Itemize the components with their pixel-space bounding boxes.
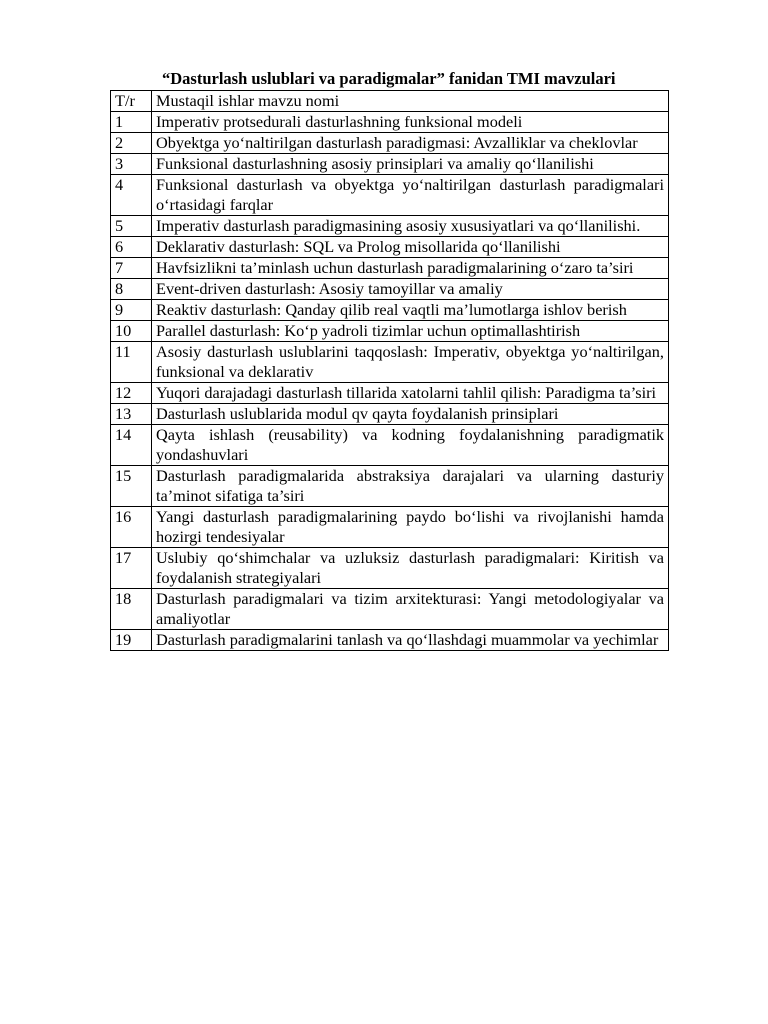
row-number: 6: [111, 237, 152, 258]
column-header-topic-name: Mustaqil ishlar mavzu nomi: [152, 91, 669, 112]
table-row: [111, 466, 669, 507]
row-number: 1: [111, 112, 152, 133]
row-number: 19: [111, 630, 152, 651]
row-number: 5: [111, 216, 152, 237]
topic-name: Dasturlash paradigmalarini tanlash va qo‘llashdagi muammolar va yechimlar: [152, 630, 669, 651]
table-row: [111, 133, 669, 154]
table-row: [111, 154, 669, 175]
row-number: 13: [111, 404, 152, 425]
topic-name: Yuqori darajadagi dasturlash tillarida xatolarni tahlil qilish: Paradigma ta’siri: [152, 383, 669, 404]
page-title: “Dasturlash uslublari va paradigmalar” fanidan TMI mavzulari: [162, 69, 616, 88]
topic-name: Uslubiy qo‘shimchalar va uzluksiz dasturlash paradigmalari: Kiritish va foydalanish strategiyalari: [152, 548, 669, 589]
table-row: [111, 404, 669, 425]
topic-name: Qayta ishlash (reusability) va kodning foydalanishning paradigmatik yondashuvlari: [152, 425, 669, 466]
table-row: [111, 216, 669, 237]
table-row: [111, 630, 669, 651]
topic-name: Reaktiv dasturlash: Qanday qilib real vaqtli ma’lumotlarga ishlov berish: [152, 300, 669, 321]
table-row: [111, 342, 669, 383]
row-number: 12: [111, 383, 152, 404]
row-number: 2: [111, 133, 152, 154]
topic-name: Funksional dasturlash va obyektga yo‘naltirilgan dasturlash paradigmalari o‘rtasidagi farqlar: [152, 175, 669, 216]
topic-name: Funksional dasturlashning asosiy prinsiplari va amaliy qo‘llanilishi: [152, 154, 669, 175]
row-number: 10: [111, 321, 152, 342]
row-number: 7: [111, 258, 152, 279]
row-number: 3: [111, 154, 152, 175]
topics-table: [110, 90, 669, 651]
topic-name: Dasturlash paradigmalari va tizim arxitekturasi: Yangi metodologiyalar va amaliyotlar: [152, 589, 669, 630]
table-row: [111, 112, 669, 133]
row-number: 18: [111, 589, 152, 630]
topic-name: Imperativ dasturlash paradigmasining asosiy xususiyatlari va qo‘llanilishi.: [152, 216, 669, 237]
topic-name: Parallel dasturlash: Ko‘p yadroli tizimlar uchun optimallashtirish: [152, 321, 669, 342]
topic-name: Dasturlash paradigmalarida abstraksiya darajalari va ularning dasturiy ta’minot sifatiga ta’siri: [152, 466, 669, 507]
topic-name: Asosiy dasturlash uslublarini taqqoslash: Imperativ, obyektga yo‘naltirilgan, funksional va deklarativ: [152, 342, 669, 383]
topic-name: Event-driven dasturlash: Asosiy tamoyillar va amaliy: [152, 279, 669, 300]
topic-name: Yangi dasturlash paradigmalarining paydo bo‘lishi va rivojlanishi hamda hozirgi tendesiyalar: [152, 507, 669, 548]
row-number: 14: [111, 425, 152, 466]
row-number: 16: [111, 507, 152, 548]
table-row: [111, 279, 669, 300]
row-number: 9: [111, 300, 152, 321]
table-row: [111, 425, 669, 466]
table-row: [111, 258, 669, 279]
row-number: 17: [111, 548, 152, 589]
table-row: [111, 237, 669, 258]
topic-name: Dasturlash uslublarida modul qv qayta foydalanish prinsiplari: [152, 404, 669, 425]
table-row: [111, 300, 669, 321]
table-row: [111, 507, 669, 548]
row-number: 8: [111, 279, 152, 300]
column-header-number: T/r: [111, 91, 152, 112]
topic-name: Imperativ protsedurali dasturlashning funksional modeli: [152, 112, 669, 133]
table-header-row: [111, 91, 669, 112]
table-row: [111, 548, 669, 589]
topic-name: Deklarativ dasturlash: SQL va Prolog misollarida qo‘llanilishi: [152, 237, 669, 258]
row-number: 4: [111, 175, 152, 216]
row-number: 11: [111, 342, 152, 383]
row-number: 15: [111, 466, 152, 507]
table-row: [111, 175, 669, 216]
table-row: [111, 321, 669, 342]
table-row: [111, 589, 669, 630]
topic-name: Havfsizlikni ta’minlash uchun dasturlash paradigmalarining o‘zaro ta’siri: [152, 258, 669, 279]
topic-name: Obyektga yo‘naltirilgan dasturlash paradigmasi: Avzalliklar va cheklovlar: [152, 133, 669, 154]
table-row: [111, 383, 669, 404]
